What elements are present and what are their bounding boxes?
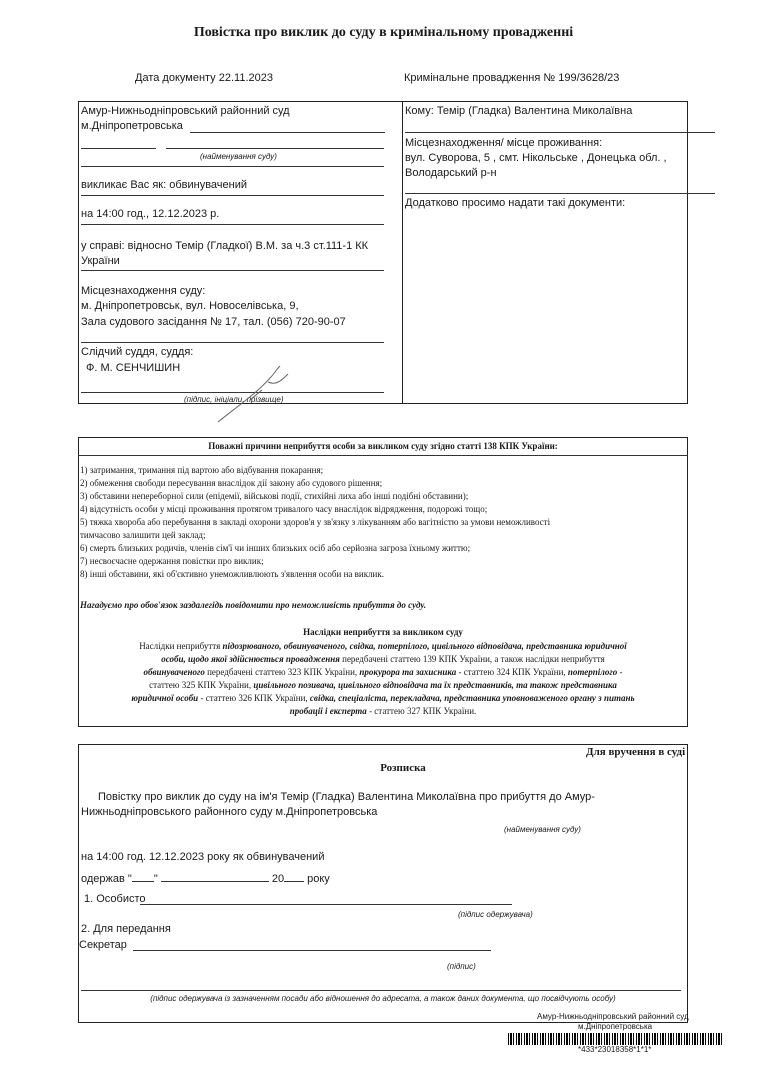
receipt-title: Розписка xyxy=(380,762,426,774)
court-room-phone: Зала судового засідання № 17, тал. (056) 720-90-07 xyxy=(81,316,346,328)
consequences-heading: Наслідки неприбуття за викликом суду xyxy=(303,627,463,637)
court-caption: (найменування суду) xyxy=(200,152,277,161)
reason-item: тимчасово залишити цей заклад; xyxy=(80,530,206,540)
reasons-heading: Поважні причини неприбуття особи за викликом суду згідно статті 138 КПК України: xyxy=(208,441,558,451)
extra-documents-label: Додатково просимо надати такі документи: xyxy=(405,197,626,209)
court-location-label: Місцезнаходження суду: xyxy=(81,285,206,297)
signature-caption: (підпис, ініціали, прізвище) xyxy=(184,395,284,404)
bottom-caption: (підпис одержувача із зазначенням посади або відношення до адресата, а також даних документа, що посвідчують особу) xyxy=(150,994,616,1003)
judge-signature xyxy=(210,360,300,430)
footer-court-name: Амур-Нижньодніпровський районний суд xyxy=(537,1012,689,1021)
summons-left-box xyxy=(78,101,403,404)
reason-item: 6) смерть близьких родичів, членів сім'ї чи інших близьких осіб або серйозна загроза їхньому життю; xyxy=(80,543,471,553)
recipient-sign-caption: (підпис одержувача) xyxy=(458,910,533,919)
hearing-time: на 14:00 год., 12.12.2023 р. xyxy=(81,208,220,220)
reason-item: 7) несвоєчасне одержання повістки про виклик; xyxy=(80,556,264,566)
reason-item: 3) обставини непереборної сили (епідемії, військові події, стихійні лиха або інші подібні обставини); xyxy=(80,491,469,501)
reminder: Нагадуємо про обов'язок заздалегідь повідомити про неможливість прибуття до суду. xyxy=(80,600,427,610)
reason-item: 1) затримання, тримання під вартою або відбування покарання; xyxy=(80,465,324,475)
personal-receipt-label: 1. Особисто xyxy=(84,893,146,905)
for-delivery-label: Для вручення в суді xyxy=(586,746,686,758)
reason-item: 5) тяжка хвороба або перебування в закладі охорони здоров'я у зв'язку з лікуванням або вагітністю за умови неможливості xyxy=(80,517,551,527)
case-number: Кримінальне провадження № 199/3628/23 xyxy=(404,72,620,84)
recipient-name: Кому: Темір (Гладка) Валентина Миколаївна xyxy=(405,105,633,117)
footer-court-city: м.Дніпропетровська xyxy=(578,1022,653,1031)
reason-item: 8) інші обставини, які об'єктивно унеможливлюють з'явлення особи на виклик. xyxy=(80,569,384,579)
reasons-list xyxy=(80,464,686,581)
sign-caption: (підпис) xyxy=(447,962,476,971)
receipt-court-caption: (найменування суду) xyxy=(504,825,581,834)
recipient-address-line2: Володарський р-н xyxy=(405,167,497,179)
reason-item: 2) обмеження свободи пересування внаслідок дії закону або судового рішення; xyxy=(80,478,383,488)
recipient-address-label: Місцезнаходження/ місце проживання: xyxy=(405,137,603,149)
receipt-line1: Повістку про виклик до суду на ім'я Темір (Гладка) Валентина Миколаївна про прибуття до Амур- xyxy=(98,791,595,803)
document-date: Дата документу 22.11.2023 xyxy=(135,72,273,84)
transfer-label: 2. Для передання xyxy=(81,923,171,935)
reason-item: 4) відсутність особи у місці проживання протягом тривалого часу внаслідок відрядження, подорожі тощо; xyxy=(80,504,488,514)
consequences-text: Наслідки неприбуття підозрюваного, обвинуваченого, свідка, потерпілого, цивільного відповідача, представника юридичної особи, щодо якої здійснюється провадження передбачені статтею 139 КПК України, а також наслідки неприбуття обвинуваченого передбачені статтею 323 КПК України, прокурора та захисника - статтею 324 КПК України, потерпілого - статтею 325 КПК України, цивільного позивача, цивільного відповідача та їх представників, та також представника юридичної особи - статтею 326 КПК України, свідка, спеціаліста, перекладача, представника уповноваженого органу з питань пробації і експерта - статтею 327 КПК України. xyxy=(131,641,635,716)
receipt-line2: Нижньодніпровського районного суду м.Дніпропетровська xyxy=(81,806,378,818)
case-description-line2: України xyxy=(81,255,120,267)
court-address: м. Дніпропетровськ, вул. Новоселівська, 9, xyxy=(81,300,299,312)
receipt-time: на 14:00 год. 12.12.2023 року як обвинувачений xyxy=(81,851,325,863)
court-name-line2: м.Дніпропетровська xyxy=(81,120,183,132)
judge-name: Ф. М. СЕНЧИШИН xyxy=(86,362,181,374)
case-description-line1: у справі: відносно Темір (Гладкої) В.М. за ч.3 ст.111-1 КК xyxy=(81,240,369,252)
court-name-line1: Амур-Нижньодніпровський районний суд xyxy=(81,105,290,117)
summons-as: викликає Вас як: обвинувачений xyxy=(81,179,248,191)
secretary-label: Секретар xyxy=(79,939,127,951)
page-title: Повістка про виклик до суду в кримінальному провадженні xyxy=(193,25,574,40)
judge-label: Слідчий суддя, суддя: xyxy=(81,346,194,358)
recipient-address-line1: вул. Суворова, 5 , смт. Нікольське , Донецька обл. , xyxy=(405,152,667,164)
received-date-line: одержав " " 20 року xyxy=(81,873,330,885)
barcode-text: *433*23018358*1*1* xyxy=(578,1045,652,1054)
barcode xyxy=(508,1033,723,1045)
